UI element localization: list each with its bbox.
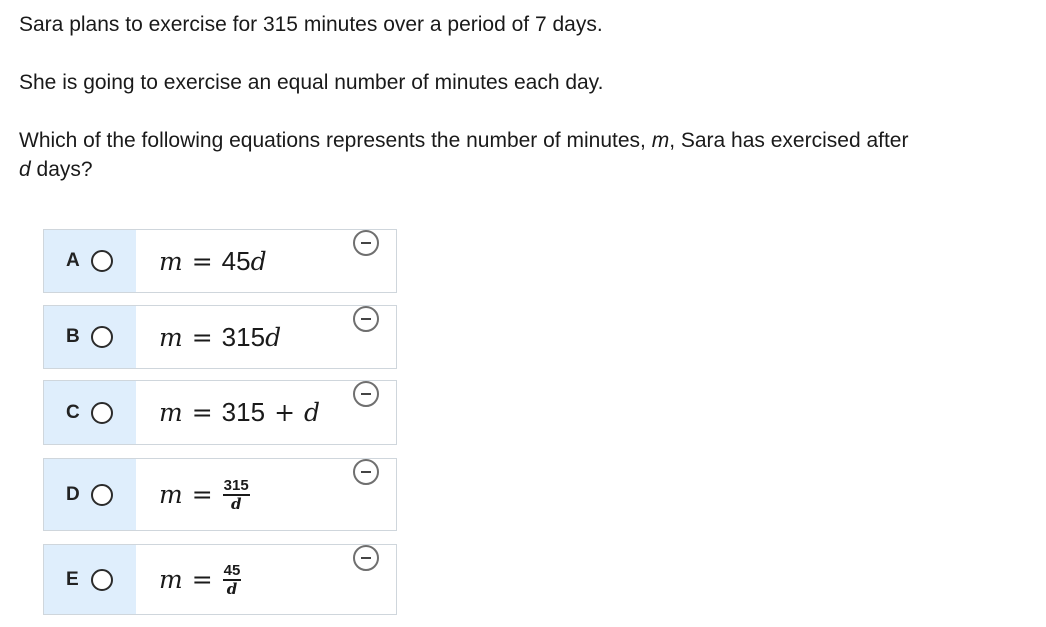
choice-letter: D <box>66 483 80 505</box>
radio-circle-icon[interactable] <box>91 484 113 506</box>
choice-selector[interactable] <box>44 459 136 530</box>
numerator: 45 <box>223 561 241 579</box>
choice-b[interactable] <box>43 305 397 369</box>
var-d: d <box>304 398 321 427</box>
question-text: days? <box>30 158 93 181</box>
question-text: Which of the following equations represents the number of minutes, <box>19 129 652 152</box>
strikethrough-minus-icon[interactable] <box>353 545 379 571</box>
plus-sign: + <box>274 398 296 427</box>
constant: 315 <box>221 397 266 427</box>
fraction <box>223 563 242 597</box>
question-line-1: Sara plans to exercise for 315 minutes over a period of 7 days. <box>19 13 603 36</box>
equals-sign: = <box>191 322 213 352</box>
var-m: m <box>159 246 183 276</box>
choice-expression <box>159 381 320 444</box>
radio-circle-icon[interactable] <box>91 402 113 424</box>
radio-circle-icon[interactable] <box>91 326 113 348</box>
choice-expression <box>159 459 250 530</box>
choice-a[interactable] <box>43 229 397 293</box>
choice-letter: B <box>66 326 80 347</box>
question-line-3 <box>19 126 1044 184</box>
choice-selector[interactable] <box>44 230 136 292</box>
strikethrough-minus-icon[interactable] <box>353 230 379 256</box>
choice-selector[interactable] <box>44 381 136 444</box>
strikethrough-minus-icon[interactable] <box>353 381 379 407</box>
equals-sign: = <box>191 246 213 276</box>
coefficient: 45 <box>221 245 251 276</box>
variable-d: d <box>19 158 31 181</box>
choice-expression <box>159 306 281 368</box>
var-m: m <box>159 322 183 352</box>
choice-d[interactable] <box>43 458 397 531</box>
radio-circle-icon[interactable] <box>91 569 113 591</box>
denominator: d <box>226 579 238 598</box>
var-d: d <box>250 246 267 276</box>
var-m: m <box>159 480 183 509</box>
choice-letter: E <box>66 568 79 590</box>
var-m: m <box>159 565 183 594</box>
var-m: m <box>159 398 183 427</box>
coefficient: 315 <box>221 321 266 352</box>
radio-circle-icon[interactable] <box>91 250 113 272</box>
choice-selector[interactable] <box>44 545 136 614</box>
choice-letter: C <box>66 401 80 423</box>
choice-expression <box>159 230 267 292</box>
choice-selector[interactable] <box>44 306 136 368</box>
equals-sign: = <box>191 398 213 427</box>
strikethrough-minus-icon[interactable] <box>353 306 379 332</box>
variable-m: m <box>651 129 670 152</box>
denominator: d <box>230 494 242 513</box>
choice-expression <box>159 545 241 614</box>
question-line-2: She is going to exercise an equal number of minutes each day. <box>19 71 604 94</box>
numerator: 315 <box>223 476 249 494</box>
choice-c[interactable] <box>43 380 397 445</box>
fraction <box>223 478 250 512</box>
var-d: d <box>265 322 282 352</box>
choice-e[interactable] <box>43 544 397 615</box>
equals-sign: = <box>191 565 213 594</box>
equals-sign: = <box>191 480 213 509</box>
strikethrough-minus-icon[interactable] <box>353 459 379 485</box>
choice-letter: A <box>66 250 80 271</box>
question-text: , Sara has exercised after <box>669 129 909 152</box>
